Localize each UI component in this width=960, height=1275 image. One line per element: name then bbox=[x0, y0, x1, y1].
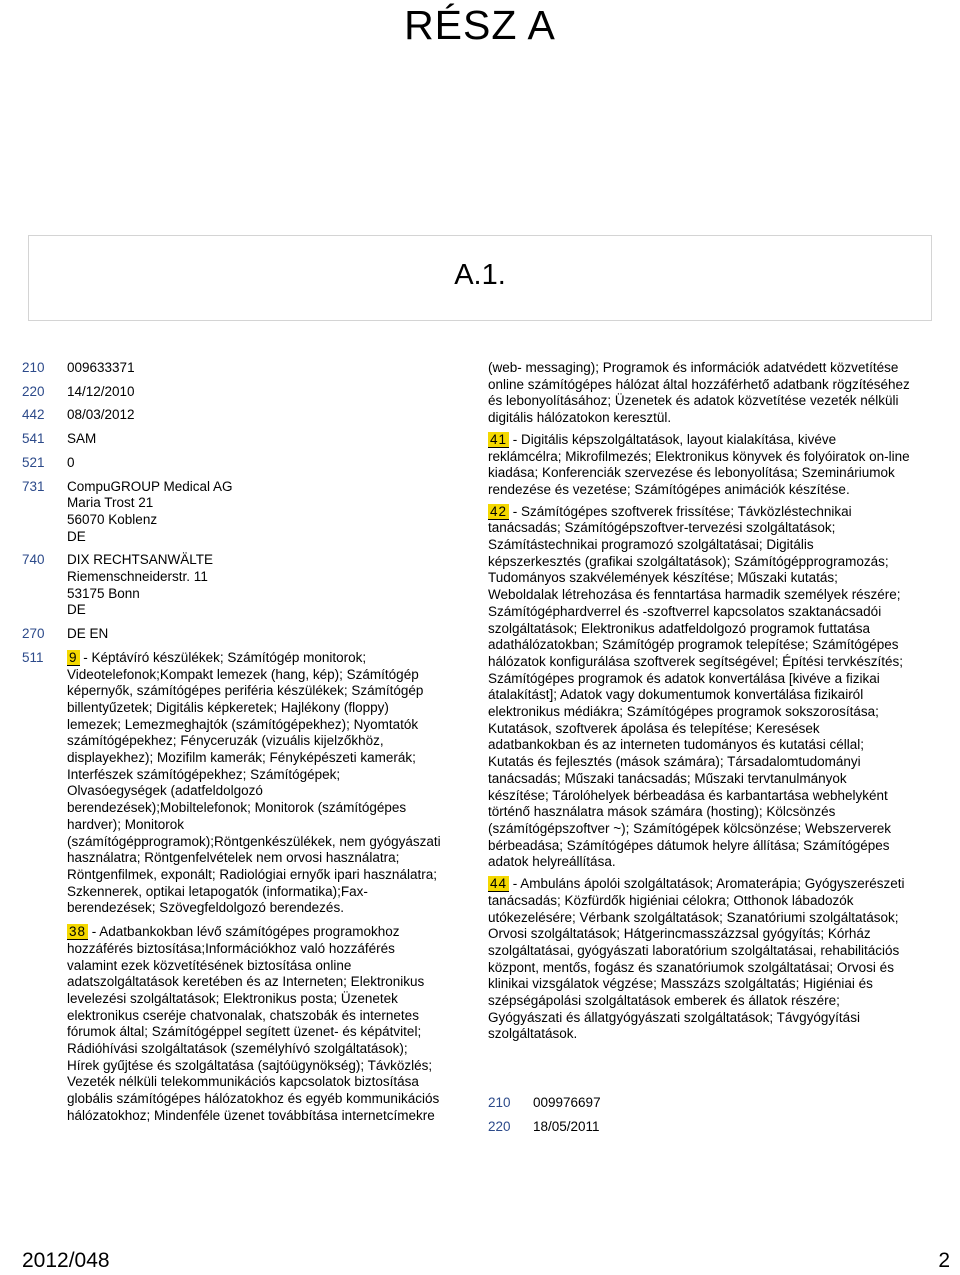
field-value: 009633371 bbox=[67, 360, 135, 375]
field-value: 14/12/2010 bbox=[67, 383, 135, 399]
field-value: DE EN bbox=[67, 626, 109, 642]
representative-city: 53175 Bonn bbox=[67, 585, 140, 601]
owner-street: Maria Trost 21 bbox=[67, 495, 154, 511]
field-code: 442 bbox=[22, 407, 45, 423]
field-220 bbox=[488, 1119, 910, 1136]
field-code: 210 bbox=[22, 360, 45, 375]
class-number-badge: 9 bbox=[69, 649, 78, 665]
field-210 bbox=[22, 360, 442, 377]
field-270-languages bbox=[22, 626, 442, 643]
field-value: 08/03/2012 bbox=[67, 407, 135, 423]
owner-name: CompuGROUP Medical AG bbox=[67, 478, 233, 494]
class-number-badge: 41 bbox=[490, 431, 508, 447]
field-210 bbox=[488, 1095, 910, 1112]
field-442 bbox=[22, 407, 442, 424]
class-42-paragraph bbox=[488, 504, 910, 871]
owner-address bbox=[67, 479, 442, 546]
owner-country: DE bbox=[67, 528, 86, 544]
class-number-badge: 42 bbox=[490, 503, 508, 519]
field-541 bbox=[22, 431, 442, 448]
class-9-paragraph bbox=[67, 650, 442, 917]
part-title: RÉSZ A bbox=[404, 2, 556, 48]
field-code: 270 bbox=[22, 626, 45, 642]
issue-number: 2012/048 bbox=[22, 1249, 110, 1272]
field-code: 220 bbox=[22, 383, 45, 399]
representative-address bbox=[67, 552, 442, 619]
left-column bbox=[22, 360, 442, 1125]
class-38-continuation: (web- messaging); Programok és információk adatvédett közvetítése online számítógépes hálózat által hozzáférhető adatbank rögzítéséhez és lebonyolításához; Üzenetek és adatok közvetítése vezeték nélküli digitális hálózatokon keresztül. bbox=[488, 360, 910, 426]
representative-name: DIX RECHTSANWÄLTE bbox=[67, 552, 214, 568]
field-220 bbox=[22, 384, 442, 401]
field-code: 731 bbox=[22, 478, 45, 494]
field-511-classes bbox=[22, 650, 442, 917]
field-code: 220 bbox=[488, 1118, 511, 1134]
field-value: SAM bbox=[67, 431, 97, 447]
field-value: 009976697 bbox=[533, 1095, 601, 1111]
field-code: 541 bbox=[22, 431, 45, 447]
field-code: 210 bbox=[488, 1095, 511, 1111]
class-38-paragraph bbox=[67, 924, 442, 1124]
representative-street: Riemenschneiderstr. 11 bbox=[67, 569, 208, 585]
field-value: 18/05/2011 bbox=[533, 1118, 600, 1134]
field-code: 521 bbox=[22, 454, 45, 470]
class-number-badge: 38 bbox=[69, 924, 87, 940]
owner-city: 56070 Koblenz bbox=[67, 511, 158, 527]
field-code: 740 bbox=[22, 552, 45, 568]
field-code: 511 bbox=[22, 649, 44, 665]
section-title: A.1. bbox=[454, 259, 506, 291]
class-42-text: - Számítógépes szoftverek frissítése; Távközléstechnikai tanácsadás; Számítógépszoftver-tervezési szolgáltatások; Számítástechnikai programozó szolgáltatásai; Digitális képszerkesztés (grafikai szolgáltatások); Számítógépprogramozás; Tudományos szakvélemények készítése; Műszaki kutatás; Weboldalak létrehozása és fenntartása harmadik személyek részére; Számítógéphardverrel és -szoftverrel kapcsolatos szaktanácsadói szolgáltatások; Elektronikus adatfeldolgozó programok futtatása adathálózatokban; Számítógép programok telepítése; Számítógépes hálózatok konfigurálása szoftverek segítségével; Építési tervkészítés; Számítógépes programok és adatok konvertálása [kivéve a fizikai átalakítást]; Adatok vagy dokumentumok konvertálása fizikairól elektronikus médiákra; Számítógépes programok sokszorosítása; Kutatások, szoftverek ápolása és telepítése; Keresések adatbankokban és az interneten tudományos és kutatási céllal; Kutatás és fejlesztés (mások számára); Társadalomtudományi tanácsadás; Műszaki tanácsadás; Műszaki tervtanulmányok készítése; Tárolóhelyek bérbeadása és karbantartása webhelyként történő használatra mások számára (hosting); Kölcsönzés (számítógépszoftver ~); Számítógépek kölcsönzése; Webszerverek bérbeadása; Számítógépes dátumok helyre állítása; Számítógépes adatok helyreállítása. bbox=[488, 503, 903, 870]
class-44-text: - Ambuláns ápolói szolgáltatások; Aromaterápia; Gyógyszerészeti tanácsadás; Közfürdők higiéniai célokra; Otthonok lábadozók utókezelésére; Vérbank szolgáltatások; Szanatóriumi szolgáltatások; Orvosi szolgáltatások; Hátgerincmasszázzsal gyógyítás; Kórház szolgáltatásai, gyógyászati laboratórium szolgáltatásai, rehabilitációs központ, mentős, fogász és szanatóriumok szolgáltatásai; Orvosi és klinikai vizsgálatok végzése; Masszázs szolgáltatás; Higiéniai és szépségápolási szolgáltatások emberek és állatok részére; Gyógyászati és állatgyógyászati szolgáltatások; Távgyógyítási szolgáltatások. bbox=[488, 876, 905, 1042]
class-number-badge: 44 bbox=[490, 876, 508, 892]
field-731-owner bbox=[22, 479, 442, 546]
field-521 bbox=[22, 455, 442, 472]
right-column bbox=[488, 360, 910, 1143]
class-38-text: - Adatbankokban lévő számítógépes programokhoz hozzáférés biztosítása;Információkhoz való hozzáférés valamint ezek közvetítésének biztosítása online adatszolgáltatások keretében és az Interneten; Elektronikus levelezési szolgáltatások; Elektronikus posta; Üzenetek elektronikus cseréje chatvonalak, chatszobák és internetes fórumok által; Számítógéppel segített üzenet- és képátvitel; Rádióhívási szolgáltatások (személyhívó szolgáltatások); Hírek gyűjtése és szolgáltatása (sajtóügynökség); Távközlés; Vezeték nélküli telekommunikációs kapcsolatok biztosítása globális számítógépes hálózatokhoz és egyéb kommunikációs hálózatokhoz; Mindenféle üzenet továbbítása internetcímekre bbox=[67, 924, 440, 1123]
field-740-representative bbox=[22, 552, 442, 619]
representative-country: DE bbox=[67, 602, 86, 618]
class-41-paragraph bbox=[488, 432, 910, 499]
field-value: 0 bbox=[67, 454, 75, 470]
right-flow bbox=[488, 360, 910, 1043]
class-44-paragraph bbox=[488, 876, 910, 1043]
page-number: 2 bbox=[938, 1249, 950, 1272]
next-entry bbox=[488, 1095, 910, 1135]
class-41-text: - Digitális képszolgáltatások, layout kialakítása, kivéve reklámcélra; Mikrofilmezés; Elektronikus könyvek és folyóiratok on-line kiadása; Konferenciák szervezése és lebonyolítása; Szemináriumok rendezése és vezetése; Számítógépes animációk készítése. bbox=[488, 431, 910, 497]
class-9-text: - Képtávíró készülékek; Számítógép monitorok; Videotelefonok;Kompakt lemezek (hang, kép); Számítógép képernyők, számítógépes periféria készülékek; Számítógép billentyűzetek; Digitális képkeretek; Hajlékony (floppy) lemezek; Lemezmeghajtók (számítógépekhez); Nyomtatók számítógépekhez; Fényceruzák (vizuális kijelzőkhöz, displayekhez); Mozifilm kamerák; Fényképészeti kamerák; Interfészek számítógépekhez; Számítógépek; Olvasóegységek (adatfeldolgozó berendezések);Mobiltelefonok; Monitorok (számítógépes hardver); Monitorok (számítógépprogramok);Röntgenkészülékek, nem gyógyászati használatra; Röntgenfelvételek nem orvosi használatra; Röntgenfilmek, exponált; Radiológiai ernyők ipari használatra; Szkennerek, optikai letapogatók (informatika);Fax-berendezések; Szövegfeldolgozó berendezés. bbox=[67, 649, 441, 916]
